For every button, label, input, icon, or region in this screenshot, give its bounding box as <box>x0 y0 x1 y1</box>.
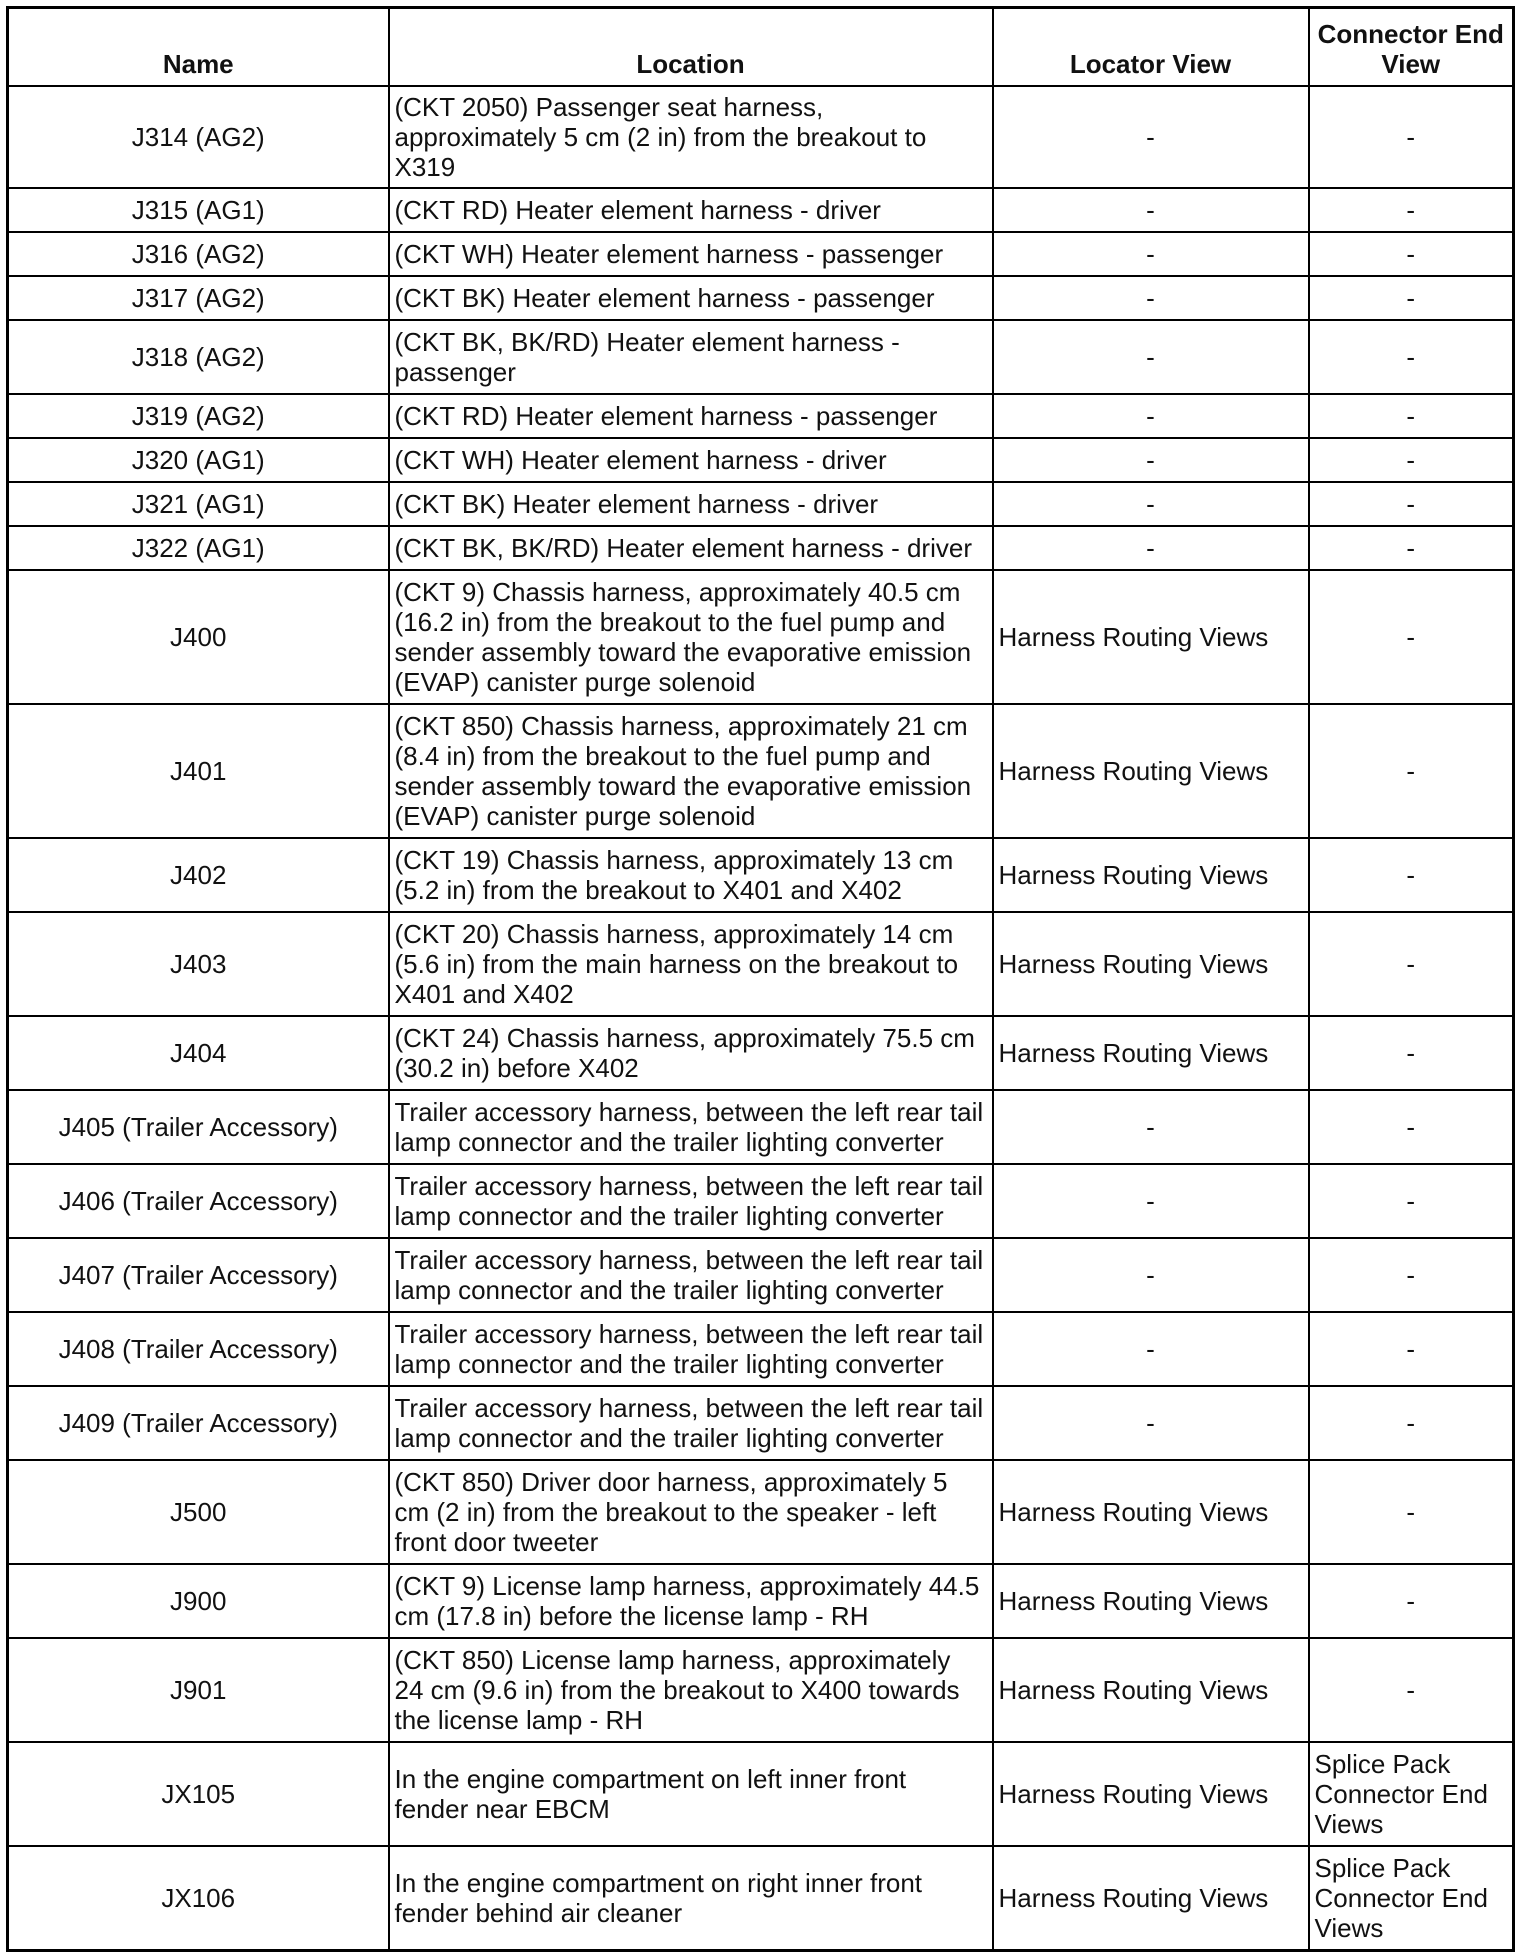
cell-locator-view: Harness Routing Views <box>993 570 1309 704</box>
cell-connector-end-view: - <box>1309 320 1514 394</box>
cell-name: J320 (AG1) <box>8 438 389 482</box>
cell-location: (CKT BK, BK/RD) Heater element harness - driver <box>389 526 993 570</box>
cell-locator-view: Harness Routing Views <box>993 1016 1309 1090</box>
table-row <box>8 1742 1514 1846</box>
cell-connector-end-view: Splice Pack Connector End Views <box>1309 1846 1514 1951</box>
cell-locator-view: Harness Routing Views <box>993 704 1309 838</box>
cell-name: J409 (Trailer Accessory) <box>8 1386 389 1460</box>
cell-location: (CKT 20) Chassis harness, approximately 14 cm (5.6 in) from the main harness on the breakout to X401 and X402 <box>389 912 993 1016</box>
header-connector-end-view: Connector End View <box>1309 8 1514 87</box>
splice-locations-table <box>6 6 1515 1952</box>
cell-name: JX106 <box>8 1846 389 1951</box>
cell-locator-view: Harness Routing Views <box>993 1846 1309 1951</box>
cell-locator-view: - <box>993 1386 1309 1460</box>
cell-connector-end-view: Splice Pack Connector End Views <box>1309 1742 1514 1846</box>
cell-location: (CKT 19) Chassis harness, approximately 13 cm (5.2 in) from the breakout to X401 and X402 <box>389 838 993 912</box>
cell-connector-end-view: - <box>1309 1090 1514 1164</box>
cell-name: J316 (AG2) <box>8 232 389 276</box>
cell-locator-view: - <box>993 86 1309 188</box>
cell-connector-end-view: - <box>1309 1638 1514 1742</box>
cell-name: J408 (Trailer Accessory) <box>8 1312 389 1386</box>
table-row <box>8 1238 1514 1312</box>
table-row <box>8 1638 1514 1742</box>
cell-connector-end-view: - <box>1309 394 1514 438</box>
cell-name: J319 (AG2) <box>8 394 389 438</box>
table-row <box>8 704 1514 838</box>
cell-name: J403 <box>8 912 389 1016</box>
table-row <box>8 1164 1514 1238</box>
cell-connector-end-view: - <box>1309 1460 1514 1564</box>
table-row <box>8 482 1514 526</box>
table-row <box>8 1090 1514 1164</box>
cell-location: (CKT 850) Chassis harness, approximately 21 cm (8.4 in) from the breakout to the fuel pump and sender assembly toward the evaporative emission (EVAP) canister purge solenoid <box>389 704 993 838</box>
cell-connector-end-view: - <box>1309 276 1514 320</box>
cell-locator-view: - <box>993 1090 1309 1164</box>
cell-name: J404 <box>8 1016 389 1090</box>
cell-locator-view: - <box>993 188 1309 232</box>
cell-connector-end-view: - <box>1309 704 1514 838</box>
cell-name: J317 (AG2) <box>8 276 389 320</box>
cell-locator-view: Harness Routing Views <box>993 1564 1309 1638</box>
cell-location: Trailer accessory harness, between the left rear tail lamp connector and the trailer lighting converter <box>389 1386 993 1460</box>
table-row <box>8 838 1514 912</box>
table-row <box>8 570 1514 704</box>
cell-connector-end-view: - <box>1309 1386 1514 1460</box>
header-row <box>8 8 1514 87</box>
cell-location: Trailer accessory harness, between the left rear tail lamp connector and the trailer lighting converter <box>389 1090 993 1164</box>
table-row <box>8 1016 1514 1090</box>
cell-locator-view: - <box>993 320 1309 394</box>
header-location: Location <box>389 8 993 87</box>
cell-location: (CKT 850) License lamp harness, approximately 24 cm (9.6 in) from the breakout to X400 towards the license lamp - RH <box>389 1638 993 1742</box>
cell-connector-end-view: - <box>1309 1164 1514 1238</box>
cell-location: In the engine compartment on left inner front fender near EBCM <box>389 1742 993 1846</box>
cell-locator-view: Harness Routing Views <box>993 1742 1309 1846</box>
table-row <box>8 1312 1514 1386</box>
table-row <box>8 188 1514 232</box>
table-row <box>8 1564 1514 1638</box>
cell-location: (CKT WH) Heater element harness - driver <box>389 438 993 482</box>
header-name: Name <box>8 8 389 87</box>
table-row <box>8 438 1514 482</box>
cell-connector-end-view: - <box>1309 1312 1514 1386</box>
cell-connector-end-view: - <box>1309 232 1514 276</box>
page <box>6 6 1515 1952</box>
cell-connector-end-view: - <box>1309 482 1514 526</box>
cell-connector-end-view: - <box>1309 838 1514 912</box>
cell-location: Trailer accessory harness, between the left rear tail lamp connector and the trailer lighting converter <box>389 1312 993 1386</box>
cell-connector-end-view: - <box>1309 570 1514 704</box>
cell-location: (CKT 24) Chassis harness, approximately 75.5 cm (30.2 in) before X402 <box>389 1016 993 1090</box>
table-row <box>8 320 1514 394</box>
cell-locator-view: Harness Routing Views <box>993 912 1309 1016</box>
cell-name: J315 (AG1) <box>8 188 389 232</box>
table-row <box>8 1846 1514 1951</box>
cell-name: J318 (AG2) <box>8 320 389 394</box>
cell-connector-end-view: - <box>1309 1564 1514 1638</box>
cell-location: (CKT 850) Driver door harness, approximately 5 cm (2 in) from the breakout to the speaker - left front door tweeter <box>389 1460 993 1564</box>
cell-connector-end-view: - <box>1309 912 1514 1016</box>
cell-locator-view: - <box>993 1164 1309 1238</box>
cell-locator-view: Harness Routing Views <box>993 1460 1309 1564</box>
cell-locator-view: Harness Routing Views <box>993 838 1309 912</box>
cell-location: Trailer accessory harness, between the left rear tail lamp connector and the trailer lighting converter <box>389 1164 993 1238</box>
cell-locator-view: - <box>993 394 1309 438</box>
cell-locator-view: - <box>993 276 1309 320</box>
cell-connector-end-view: - <box>1309 526 1514 570</box>
cell-name: JX105 <box>8 1742 389 1846</box>
cell-locator-view: - <box>993 1238 1309 1312</box>
cell-name: J405 (Trailer Accessory) <box>8 1090 389 1164</box>
cell-connector-end-view: - <box>1309 188 1514 232</box>
cell-connector-end-view: - <box>1309 438 1514 482</box>
cell-name: J900 <box>8 1564 389 1638</box>
cell-location: In the engine compartment on right inner front fender behind air cleaner <box>389 1846 993 1951</box>
cell-locator-view: - <box>993 1312 1309 1386</box>
cell-locator-view: - <box>993 438 1309 482</box>
table-row <box>8 1386 1514 1460</box>
cell-name: J400 <box>8 570 389 704</box>
table-body <box>8 86 1514 1951</box>
cell-location: (CKT RD) Heater element harness - driver <box>389 188 993 232</box>
table-row <box>8 394 1514 438</box>
table-row <box>8 86 1514 188</box>
cell-location: (CKT 9) Chassis harness, approximately 40.5 cm (16.2 in) from the breakout to the fuel pump and sender assembly toward the evaporative emission (EVAP) canister purge solenoid <box>389 570 993 704</box>
cell-connector-end-view: - <box>1309 86 1514 188</box>
cell-locator-view: Harness Routing Views <box>993 1638 1309 1742</box>
cell-locator-view: - <box>993 232 1309 276</box>
cell-location: (CKT BK) Heater element harness - driver <box>389 482 993 526</box>
cell-connector-end-view: - <box>1309 1238 1514 1312</box>
cell-location: (CKT BK, BK/RD) Heater element harness - passenger <box>389 320 993 394</box>
table-row <box>8 232 1514 276</box>
cell-name: J406 (Trailer Accessory) <box>8 1164 389 1238</box>
cell-location: (CKT 9) License lamp harness, approximately 44.5 cm (17.8 in) before the license lamp - RH <box>389 1564 993 1638</box>
header-locator-view: Locator View <box>993 8 1309 87</box>
cell-location: (CKT BK) Heater element harness - passenger <box>389 276 993 320</box>
cell-locator-view: - <box>993 482 1309 526</box>
cell-name: J500 <box>8 1460 389 1564</box>
cell-location: Trailer accessory harness, between the left rear tail lamp connector and the trailer lighting converter <box>389 1238 993 1312</box>
cell-connector-end-view: - <box>1309 1016 1514 1090</box>
cell-name: J322 (AG1) <box>8 526 389 570</box>
cell-locator-view: - <box>993 526 1309 570</box>
cell-name: J402 <box>8 838 389 912</box>
table-row <box>8 276 1514 320</box>
table-row <box>8 912 1514 1016</box>
table-row <box>8 526 1514 570</box>
table-row <box>8 1460 1514 1564</box>
cell-name: J407 (Trailer Accessory) <box>8 1238 389 1312</box>
cell-location: (CKT 2050) Passenger seat harness, approximately 5 cm (2 in) from the breakout to X319 <box>389 86 993 188</box>
cell-name: J401 <box>8 704 389 838</box>
cell-name: J314 (AG2) <box>8 86 389 188</box>
cell-location: (CKT WH) Heater element harness - passenger <box>389 232 993 276</box>
cell-name: J321 (AG1) <box>8 482 389 526</box>
cell-name: J901 <box>8 1638 389 1742</box>
cell-location: (CKT RD) Heater element harness - passenger <box>389 394 993 438</box>
